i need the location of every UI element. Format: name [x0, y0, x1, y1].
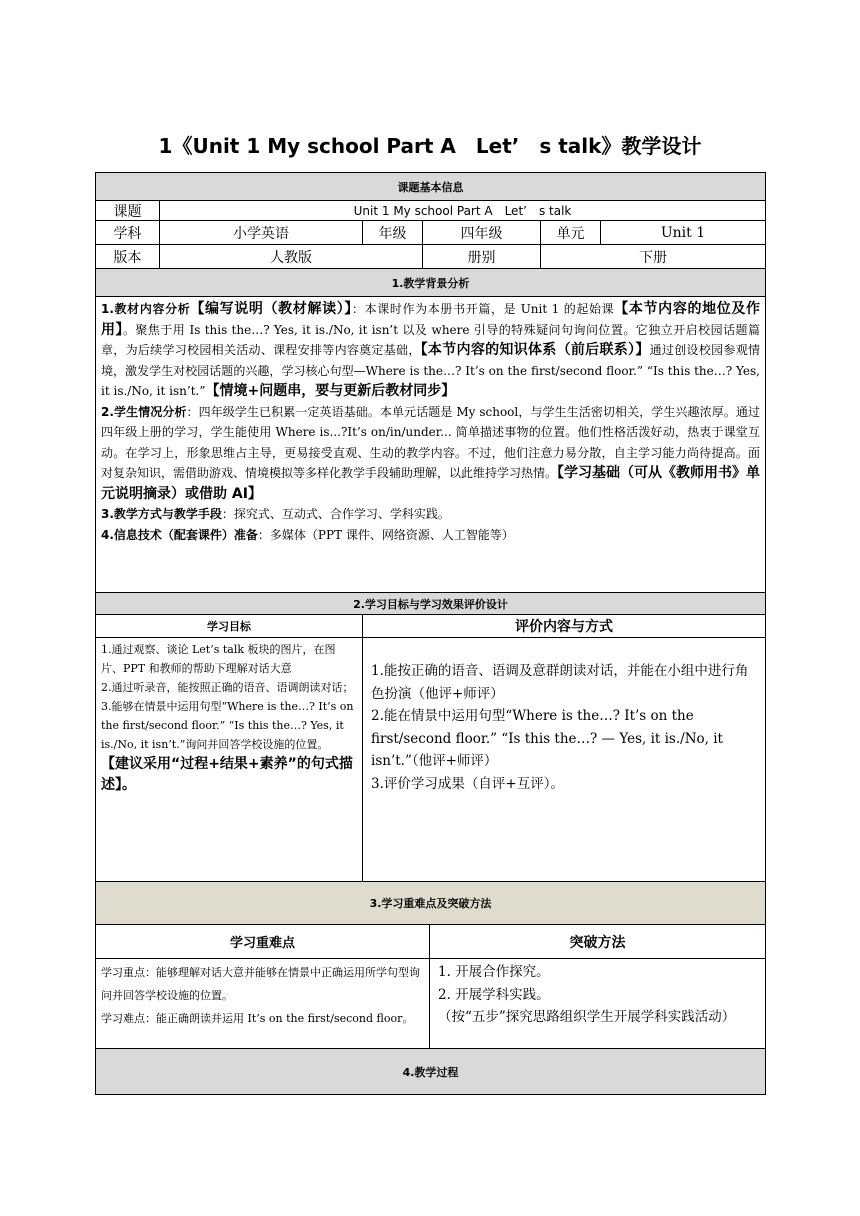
subject-value: 小学英语	[159, 220, 363, 245]
background-analysis	[95, 296, 766, 593]
difficult-point: 学习难点：能正确朗读并运用 It’s on the first/second floor。	[101, 1012, 414, 1025]
section4-header: 4.教学过程	[95, 1048, 766, 1095]
method-item: 2. 开展学科实践。	[438, 986, 550, 1003]
it-preparation: 4.信息技术（配套课件）准备：多媒体（PPT 课件、网络资源、人工智能等）	[101, 527, 514, 542]
edition-label: 版本	[95, 244, 160, 269]
topic-value: Unit 1 My school Part A Let’ s talk	[159, 200, 766, 221]
goals-note: 【建议采用“过程+结果+素养”的句式描述】。	[101, 756, 353, 793]
grade-value: 四年级	[422, 220, 541, 245]
evaluation-item: 2.能在情景中运用句型“Where is the…? It’s on the first/second floor.” “Is this the…? — Yes, it is./No, it isn’t.”（他评+师评）	[371, 708, 723, 769]
material-analysis: 1.教材内容分析【编写说明（教材解读）】：本课时作为本册书开篇，是 Unit 1 的起始课【本节内容的地位及作用】。聚焦于用 Is this the…? Yes, it is./No, it isn’t 以及 where 引导的特殊疑问句询问位置。它独立开启校园话题篇章，为后续学习校园相关活动、课程安排等内容奠定基础，【本节内容的知识体系（前后联系）】通过创设校园参观情境，激发学生对校园话题的兴趣，学习核心句型—Where is the…? It’s on the first/second floor.” “Is this the…? Yes, it is./No, it isn’t.”【情境+问题串，要与更新后教材同步】	[101, 301, 760, 399]
evaluation-content	[362, 637, 766, 882]
topic-label: 课题	[95, 200, 160, 221]
key-points-column-header: 学习重难点	[95, 924, 430, 959]
key-point: 学习重点：能够理解对话大意并能够在情景中正确运用所学句型询问并回答学校设施的位置。	[101, 966, 420, 1002]
evaluation-column-header: 评价内容与方式	[362, 614, 766, 638]
grade-label: 年级	[362, 220, 423, 245]
method-item: 1. 开展合作探究。	[438, 964, 550, 980]
unit-label: 单元	[540, 220, 601, 245]
unit-value: Unit 1	[600, 220, 766, 245]
method-item: （按“五步”探究思路组织学生开展学科实践活动）	[438, 1009, 736, 1025]
learning-goals	[95, 637, 363, 882]
goal-item: 2.通过听录音，能按照正确的语音、语调朗读对话；	[101, 681, 354, 694]
volume-value: 下册	[540, 244, 766, 269]
section3-header: 3.学习重难点及突破方法	[95, 881, 766, 925]
goal-item: 1.通过观察、谈论 Let’s talk 板块的图片，在图片、PPT 和教师的帮助下理解对话大意	[101, 643, 336, 675]
page-title: 1《Unit 1 My school Part A Let’ s talk》教学设计	[158, 134, 702, 158]
basic-info-header: 课题基本信息	[95, 172, 766, 201]
student-analysis: 2.学生情况分析：四年级学生已积累一定英语基础。本单元话题是 My school，与学生生活密切相关，学生兴趣浓厚。通过四年级上册的学习，学生能使用 Where is...?It’s on/in/under... 简单描述事物的位置。他们性格活泼好动，热衷于课堂互动。在学习上，形象思维占主导，更易接受直观、生动的教学内容。不过，他们注意力易分散，自主学习能力尚待提高。面对复杂知识，需借助游戏、情境模拟等多样化教学手段辅助理解，以此维持学习热情。【学习基础（可从《教师用书》单元说明摘录）或借助 AI】	[101, 404, 761, 502]
section1-header: 1.教学背景分析	[95, 268, 766, 297]
evaluation-item: 1.能按正确的语音、语调及意群朗读对话，并能在小组中进行角色扮演（他评+师评）	[371, 663, 749, 702]
breakthrough-methods	[429, 958, 766, 1049]
volume-label: 册别	[422, 244, 541, 269]
goals-column-header: 学习目标	[95, 614, 363, 638]
methods-column-header: 突破方法	[429, 924, 766, 959]
key-difficult-points	[95, 958, 430, 1049]
edition-value: 人教版	[159, 244, 423, 269]
teaching-methods: 3.教学方式与教学手段：探究式、互动式、合作学习、学科实践。	[101, 507, 450, 521]
lesson-plan-table	[95, 172, 766, 1095]
goal-item: 3.能够在情景中运用句型“Where is the…? It’s on the first/second floor.” “Is this the…? Yes, it is./No, it isn’t.”询问并回答学校设施的位置。	[101, 700, 354, 751]
section2-header: 2.学习目标与学习效果评价设计	[95, 592, 766, 615]
subject-label: 学科	[95, 220, 160, 245]
evaluation-item: 3.评价学习成果（自评+互评）。	[371, 775, 564, 792]
